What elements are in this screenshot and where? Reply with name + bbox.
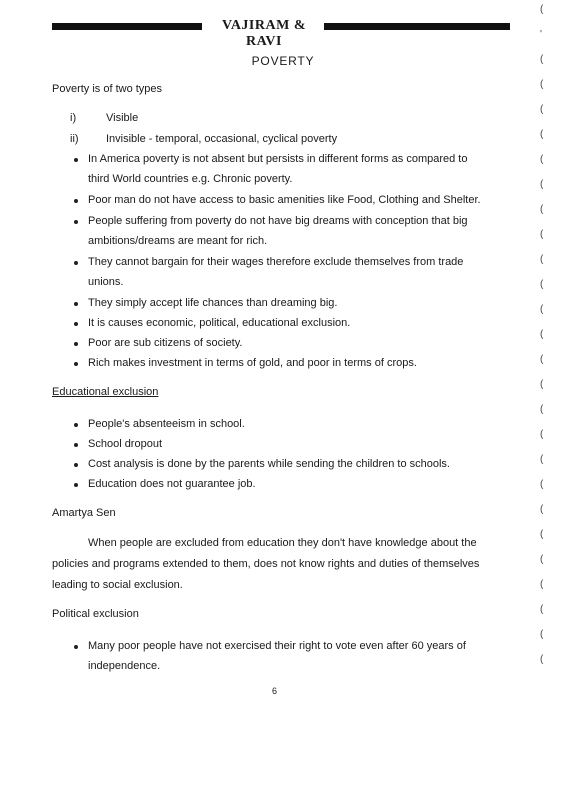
list-item: They simply accept life chances than dreaming big.: [88, 297, 338, 309]
bullet-icon: [74, 220, 78, 224]
margin-mark: (: [540, 554, 544, 565]
bullet-icon: [74, 261, 78, 265]
intro-text: Poverty is of two types: [52, 83, 163, 95]
margin-mark: (: [540, 604, 544, 615]
header-bar-left: [52, 23, 202, 30]
margin-mark: ': [540, 29, 542, 40]
header-title: VAJIRAM & RAVI: [222, 18, 306, 49]
list-item: Cost analysis is done by the parents while sending the children to schools.: [88, 458, 450, 470]
bullet-icon: [74, 362, 78, 366]
margin-mark: (: [540, 504, 544, 515]
bullet-icon: [74, 322, 78, 326]
bullet-icon: [74, 302, 78, 306]
page-number: 6: [272, 686, 278, 696]
list-item: School dropout: [88, 438, 162, 450]
header-bar-right: [324, 23, 510, 30]
bullet-icon: [74, 463, 78, 467]
list-item: People's absenteeism in school.: [88, 418, 245, 430]
amartya-sen-label: Amartya Sen: [52, 507, 116, 519]
type-text: Visible: [106, 112, 139, 124]
list-item: Poor man do not have access to basic amenities like Food, Clothing and Shelter.: [88, 194, 481, 206]
margin-mark: (: [540, 204, 544, 215]
margin-mark: (: [540, 4, 544, 15]
margin-mark: (: [540, 479, 544, 490]
margin-mark: (: [540, 279, 544, 290]
bullet-icon: [74, 645, 78, 649]
margin-mark: (: [540, 379, 544, 390]
bullet-icon: [74, 199, 78, 203]
type-num: ii): [70, 133, 79, 145]
section-heading-political: Political exclusion: [52, 608, 139, 620]
list-item-cont: third World countries e.g. Chronic poverty.: [88, 173, 293, 185]
margin-mark: (: [540, 129, 544, 140]
margin-mark: (: [540, 404, 544, 415]
margin-mark: (: [540, 254, 544, 265]
margin-mark: (: [540, 154, 544, 165]
margin-mark: (: [540, 529, 544, 540]
margin-mark: (: [540, 329, 544, 340]
page-title: POVERTY: [251, 54, 315, 68]
bullet-icon: [74, 342, 78, 346]
type-num: i): [70, 112, 77, 124]
list-item: It is causes economic, political, educational exclusion.: [88, 317, 351, 329]
list-item: They cannot bargain for their wages therefore exclude themselves from trade: [88, 256, 464, 268]
margin-mark: (: [540, 179, 544, 190]
margin-mark: (: [540, 629, 544, 640]
bullet-icon: [74, 158, 78, 162]
list-item: Poor are sub citizens of society.: [88, 337, 243, 349]
margin-mark: (: [540, 429, 544, 440]
margin-mark: (: [540, 104, 544, 115]
list-item-cont: unions.: [88, 276, 124, 288]
page-header: [52, 18, 510, 49]
margin-mark: (: [540, 229, 544, 240]
margin-mark: (: [540, 79, 544, 90]
margin-mark: (: [540, 579, 544, 590]
type-text: Invisible - temporal, occasional, cyclical poverty: [106, 133, 338, 145]
margin-mark: (: [540, 54, 544, 65]
list-item: People suffering from poverty do not have big dreams with conception that big: [88, 215, 468, 227]
bullet-icon: [74, 483, 78, 487]
paragraph-line: policies and programs extended to them, does not know rights and duties of themselves: [52, 558, 480, 570]
bullet-icon: [74, 443, 78, 447]
margin-mark: (: [540, 454, 544, 465]
list-item-cont: ambitions/dreams are meant for rich.: [88, 235, 268, 247]
list-item: In America poverty is not absent but persists in different forms as compared to: [88, 153, 468, 165]
margin-mark: (: [540, 354, 544, 365]
list-item: Rich makes investment in terms of gold, and poor in terms of crops.: [88, 357, 417, 369]
bullet-icon: [74, 423, 78, 427]
paragraph-line: When people are excluded from education they don't have knowledge about the: [88, 537, 477, 549]
paragraph-line: leading to social exclusion.: [52, 579, 183, 591]
list-item: Many poor people have not exercised their right to vote even after 60 years of: [88, 640, 466, 652]
section-heading-educational: Educational exclusion: [52, 386, 159, 398]
margin-mark: (: [540, 304, 544, 315]
margin-mark: (: [540, 654, 544, 665]
list-item: Education does not guarantee job.: [88, 478, 256, 490]
list-item-cont: independence.: [88, 660, 161, 672]
